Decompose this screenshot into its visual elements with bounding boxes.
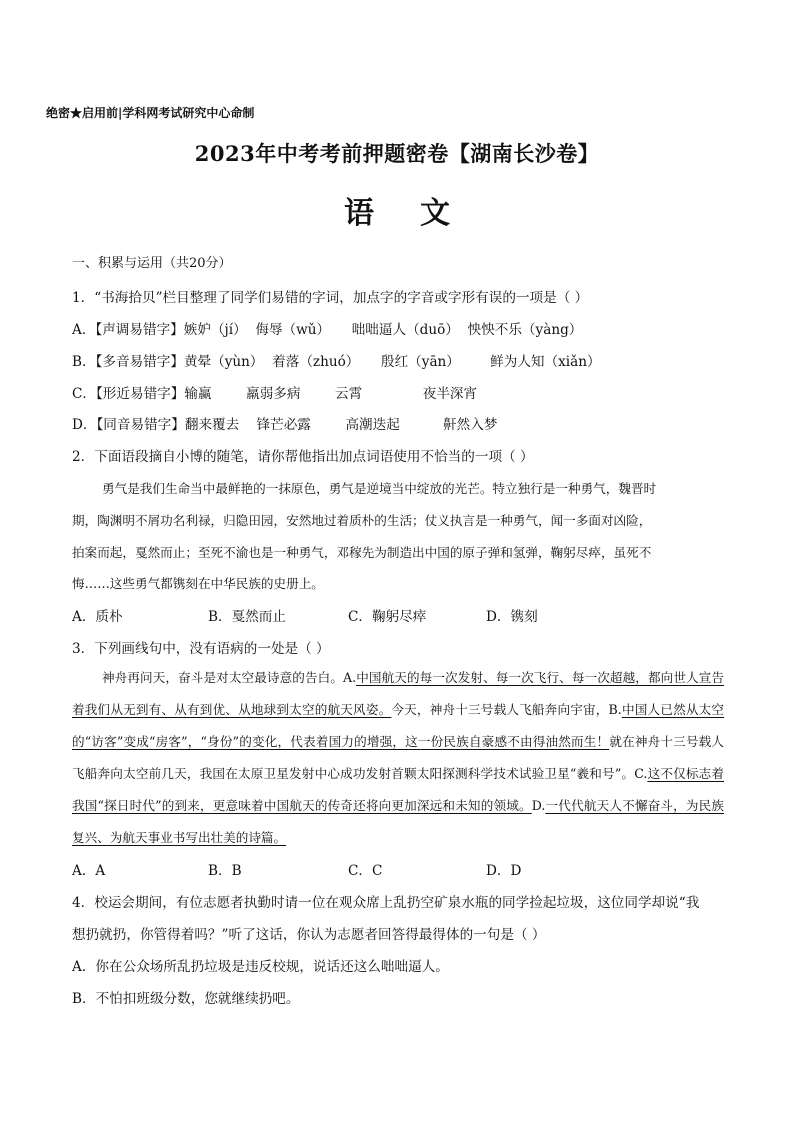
q4-stem-line1: 4．校运会期间，有位志愿者执勤时请一位在观众席上乱扔空矿泉水瓶的同学捡起垃圾，这位同学却说“我 xyxy=(72,895,700,911)
q2-stem: 2．下面语段摘自小博的随笔，请你帮他指出加点词语使用不恰当的一项（ ） xyxy=(72,449,534,465)
q1-option-c: C．【形近易错字】输赢 羸弱多病 云霄 夜半深宵 xyxy=(72,386,478,402)
q2-choice-a: A．质朴 xyxy=(72,609,123,625)
q3-choice-b: B．B xyxy=(208,863,242,879)
q3-passage-text: 就在神舟十三号载人飞船奔向太空前几天，我国在太原卫星发射中心成功发射首颗太阳探测科学技术试验卫星“羲和号”。C. xyxy=(72,734,724,781)
q2-passage-line: 勇气是我们生命当中最鲜艳的一抹原色，勇气是逆境当中绽放的光芒。特立独行是一种勇气，魏晋时 xyxy=(102,481,657,496)
page-title: 2023年中考考前押题密卷【湖南长沙卷】 xyxy=(194,141,600,166)
q3-passage-text: D. xyxy=(531,798,546,813)
q2-passage-line: 拍案而起，戛然而止；至死不渝也是一种勇气，邓稼先为制造出中国的原子弹和氢弹，鞠躬尽瘁，虽死不 xyxy=(72,545,652,560)
q4-stem-line2: 想扔就扔，你管得着吗？”听了这话，你认为志愿者回答得最得体的一句是（ ） xyxy=(72,927,546,943)
q3-sentence-b: 中国人已然从太空的“访客”变成“房客”，“身份”的变化，代表着国力的增强，这一份民族自豪感不由得油然而生！ xyxy=(72,702,725,749)
q3-choice-a: A．A xyxy=(72,863,106,879)
q1-option-a: A．【声调易错字】嫉妒（jí） 侮辱（wǔ） 咄咄逼人（duō） 怏怏不乐（yàng） xyxy=(72,322,583,338)
q3-sentence-d: 一代代航天人不懈奋斗，为民族复兴、为航天事业书写出壮美的诗篇。 xyxy=(72,798,724,845)
q3-passage-text: 今天，神舟十三号载人飞船奔向宇宙，B. xyxy=(391,702,622,717)
q1-stem: 1．“书海拾贝”栏目整理了同学们易错的字词，加点字的字音或字形有误的一项是（ ） xyxy=(72,290,589,306)
q3-sentence-a: 中国航天的每一次发射、每一次飞行、每一次超越，都向世人宣告着我们从无到有、从有到优、从地球到太空的航天风姿。 xyxy=(72,670,724,717)
q2-passage-line: 悔……这些勇气都镌刻在中华民族的史册上。 xyxy=(72,576,324,591)
section-heading: 一、积累与运用（共20分） xyxy=(72,256,232,271)
q3-choice-c: C．C xyxy=(348,863,383,879)
q2-choice-c: C．鞠躬尽瘁 xyxy=(348,609,427,625)
q3-passage xyxy=(72,662,724,854)
subject-title: 语文 xyxy=(344,196,496,231)
q4-option-b: B．不怕扣班级分数，您就继续扔吧。 xyxy=(72,991,300,1007)
q2-choice-b: B．戛然而止 xyxy=(208,609,286,625)
q1-option-b: B．【多音易错字】黄晕（yùn） 着落（zhuó） 殷红（yān） 鲜为人知（xiǎn） xyxy=(72,354,601,370)
q3-sentence-c: 这不仅标志着我国“探日时代”的到来，更意味着中国航天的传奇还将向更加深远和未知的领域。 xyxy=(72,766,724,813)
q2-passage-line: 期，陶渊明不屑功名利禄，归隐田园，安然地过着质朴的生活；仗义执言是一种勇气，闻一多面对凶险， xyxy=(72,513,652,528)
q4-option-a: A．你在公众场所乱扔垃圾是违反校规，说话还这么咄咄逼人。 xyxy=(72,959,449,975)
q3-stem: 3．下列画线句中，没有语病的一处是（ ） xyxy=(72,641,330,657)
confidential-header: 绝密★启用前|学科网考试研究中心命制 xyxy=(46,106,255,120)
q3-choice-d: D．D xyxy=(486,863,522,879)
q3-passage-text: 神舟再问天，奋斗是对太空最诗意的告白。A. xyxy=(102,670,357,685)
q2-choice-d: D．镌刻 xyxy=(486,609,538,625)
q1-option-d: D．【同音易错字】翻来覆去 锋芒必露 高潮迭起 鼾然入梦 xyxy=(72,417,498,433)
